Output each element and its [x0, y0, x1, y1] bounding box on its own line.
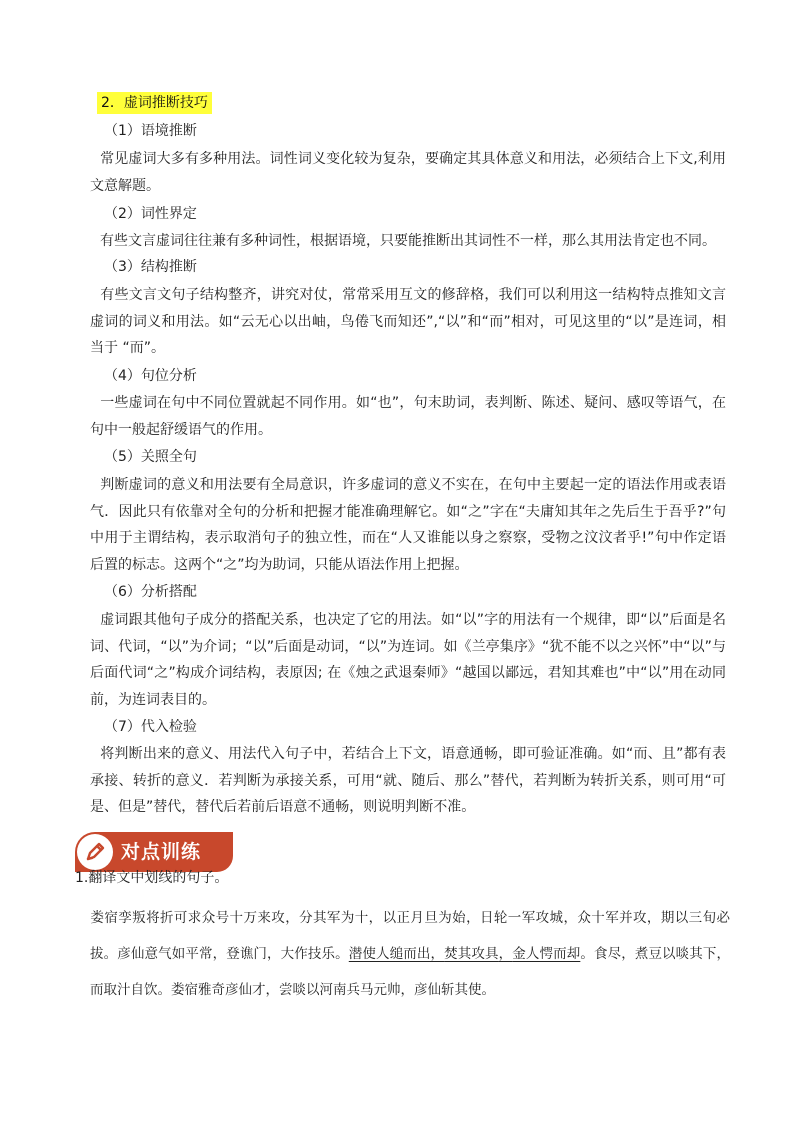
- underlined-separator-2: ，: [498, 946, 513, 962]
- section-title: 2．虚词推断技巧: [97, 92, 212, 114]
- section-banner: [75, 832, 233, 872]
- item-text-6: 虚词跟其他句子成分的搭配关系，也决定了它的用法。如“以”字的用法有一个规律，即“以”后面是名词、代词，“以”为介词；“以”后面是动词，“以”为连词。如《兰亭集序》“犹不能不以之兴怀”中“以”与后面代词“之”构成介词结构，表原因; 在《烛之武退秦师》“越国以鄙远，君知其难也”中“以”用在动同前，为连词表目的。: [90, 612, 726, 708]
- item-heading-1: （1）语境推断: [104, 123, 197, 139]
- item-heading-5: （5）关照全句: [104, 449, 197, 465]
- item-text-4: 一些虚词在句中不同位置就起不同作用。如“也”，句末助词，表判断、陈述、疑问、感叹等语气，在句中一般起舒缓语气的作用。: [90, 395, 726, 438]
- item-text-7: 将判断出来的意义、用法代入句子中，若结合上下文，语意通畅，即可验证准确。如“而、且”都有表承接、转折的意义．若判断为承接关系，可用“就、随后、那么”替代，若判断为转折关系，则可用“可是、但是”替代，替代后若前后语意不通畅，则说明判断不准。: [90, 746, 726, 815]
- question-passage: [90, 900, 730, 1008]
- item-text-2: 有些文言虚词往往兼有多种词性，根据语境，只要能推断出其词性不一样，那么其用法肯定也不同。: [100, 233, 716, 249]
- item-heading-6: （6）分析搭配: [104, 584, 197, 600]
- underlined-separator-1: ，: [430, 946, 445, 962]
- passage-text-after: 。食尽，煮豆以啖其下，而取汁自饮。娄宿雅奇彦仙才，尝啖以河南兵马元帅，彦仙斩其使。: [90, 946, 731, 998]
- underlined-sentence-1: 潜使人缒而出: [348, 946, 431, 962]
- item-heading-3: （3）结构推断: [104, 259, 197, 275]
- banner-icon-circle: [77, 834, 113, 870]
- pencil-icon: [83, 840, 107, 864]
- item-text-5: 判断虚词的意义和用法要有全局意识，许多虚词的意义不实在，在句中主要起一定的语法作用或表语气．因此只有依靠对全句的分析和把握才能准确理解它。如“之”字在“夫庸知其年之先后生于吾乎?”句中用于主谓结构，表示取消句子的独立性，而在“人又谁能以身之察察，受物之汶汶者乎!”句中作定语后置的标志。这两个“之”均为助词，只能从语法作用上把握。: [90, 477, 726, 573]
- item-text-1: 常见虚词大多有多种用法。词性词义变化较为复杂，要确定其具体意义和用法，必须结合上下文,利用文意解题。: [90, 151, 726, 194]
- item-heading-2: （2）词性界定: [104, 206, 197, 222]
- banner-label: 对点训练: [121, 841, 202, 863]
- underlined-sentence-2: 焚其攻具: [444, 946, 499, 962]
- question-label: 1.翻译文中划线的句子。: [75, 870, 229, 886]
- item-text-3: 有些文言文句子结构整齐，讲究对仗，常常采用互文的修辞格，我们可以利用这一结构特点推知文言虚词的词义和用法。如“云无心以出岫，鸟倦飞而知还”,“以”和“而”相对，可见这里的“以”是连词，相当于 “而”。: [90, 287, 726, 356]
- passage-text-before: 娄宿孪叛将折可求众号十万来攻，分其军为十，以正月旦为始，日轮一军攻城，众十军并攻，期以三旬必拔。彦仙意气如平常，登谯门，大作技乐。: [90, 910, 730, 962]
- underlined-sentence-3: 金人愕而却: [512, 946, 581, 962]
- item-heading-4: （4）句位分析: [104, 368, 197, 384]
- item-heading-7: （7）代入检验: [104, 719, 197, 735]
